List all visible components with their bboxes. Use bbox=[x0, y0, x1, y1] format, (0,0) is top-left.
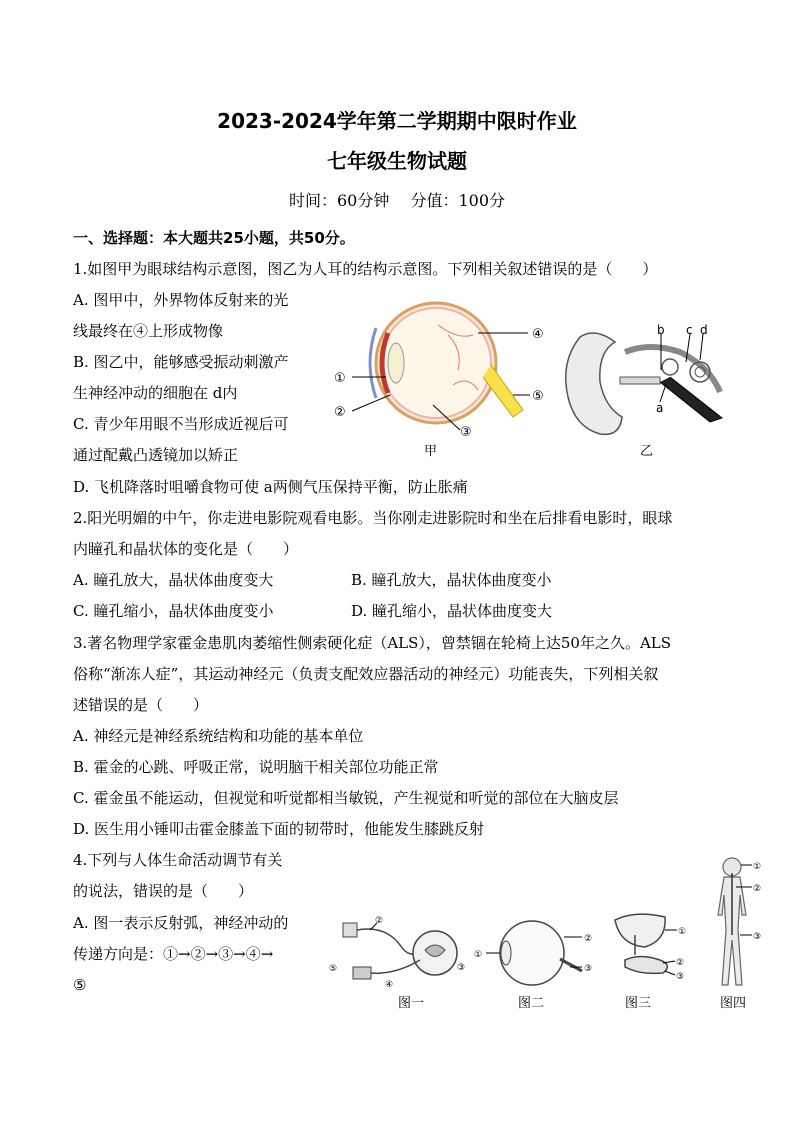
svg-text:③: ③ bbox=[584, 964, 593, 974]
caption-fig1: 图一 bbox=[398, 996, 425, 1011]
ear-label-c: c bbox=[686, 323, 693, 337]
q3-option-b: B. 霍金的心跳、呼吸正常，说明脑干相关部位功能正常 bbox=[73, 758, 439, 776]
q1-option-a-line1: A. 图甲中，外界物体反射来的光 bbox=[73, 291, 289, 309]
nervous-system-diagram bbox=[700, 855, 770, 995]
caption-yi: 乙 bbox=[640, 444, 654, 459]
q4-option-a-line2: 传递方向是：①→②→③→④→ bbox=[73, 945, 274, 963]
svg-text:②: ② bbox=[375, 916, 384, 926]
eye-structure-diagram bbox=[328, 295, 558, 460]
ear-structure-diagram bbox=[560, 322, 730, 442]
eye-label-5: ⑤ bbox=[532, 389, 544, 404]
svg-text:①: ① bbox=[678, 927, 687, 937]
svg-text:⑤: ⑤ bbox=[329, 964, 338, 974]
eye-diagram-small bbox=[472, 915, 597, 990]
caption-fig4: 图四 bbox=[720, 996, 747, 1011]
caption-fig2: 图二 bbox=[518, 996, 545, 1011]
eye-label-1: ① bbox=[334, 371, 346, 386]
q2-option-b: B. 瞳孔放大，晶状体曲度变小 bbox=[351, 571, 552, 589]
q4-option-a-line1: A. 图一表示反射弧，神经冲动的 bbox=[73, 914, 289, 932]
eye-label-3: ③ bbox=[460, 425, 472, 440]
svg-text:①: ① bbox=[753, 862, 762, 872]
q1-option-b-line2: 生神经冲动的细胞在 d内 bbox=[73, 384, 238, 402]
liver-pancreas-diagram bbox=[605, 905, 695, 990]
svg-text:③: ③ bbox=[457, 963, 466, 973]
eye-label-2: ② bbox=[334, 405, 346, 420]
q3-option-d: D. 医生用小锤叩击霍金膝盖下面的韧带时，他能发生膝跳反射 bbox=[73, 820, 485, 838]
exam-meta bbox=[0, 188, 794, 211]
q2-stem-line1: 2.阳光明媚的中午，你走进电影院观看电影。当你刚走进影院时和坐在后排看电影时，眼球 bbox=[73, 509, 673, 527]
eye-label-4: ④ bbox=[532, 327, 544, 342]
q3-stem-line3: 述错误的是（ ） bbox=[73, 696, 209, 714]
q1-option-c-line2: 通过配戴凸透镜加以矫正 bbox=[73, 446, 239, 464]
svg-text:②: ② bbox=[753, 884, 762, 894]
reflex-arc-diagram bbox=[325, 915, 470, 995]
caption-jia: 甲 bbox=[424, 444, 438, 459]
q2-stem-line2: 内瞳孔和晶状体的变化是（ ） bbox=[73, 540, 299, 558]
q4-stem-line1: 4.下列与人体生命活动调节有关 bbox=[73, 851, 283, 869]
exam-score: 分值：100分 bbox=[410, 191, 505, 210]
svg-text:②: ② bbox=[584, 934, 593, 944]
svg-text:④: ④ bbox=[385, 980, 394, 990]
svg-text:③: ③ bbox=[676, 972, 685, 982]
q3-option-c: C. 霍金虽不能运动，但视觉和听觉都相当敏锐，产生视觉和听觉的部位在大脑皮层 bbox=[73, 789, 619, 807]
q2-option-a: A. 瞳孔放大，晶状体曲度变大 bbox=[73, 571, 274, 589]
q1-option-c-line1: C. 青少年用眼不当形成近视后可 bbox=[73, 415, 289, 433]
q3-stem-line2: 俗称“渐冻人症”，其运动神经元（负责支配效应器活动的神经元）功能丧失，下列相关叙 bbox=[73, 665, 659, 683]
q3-option-a: A. 神经元是神经系统结构和功能的基本单位 bbox=[73, 727, 364, 745]
q4-option-a-line3: ⑤ bbox=[73, 976, 87, 994]
q2-option-c: C. 瞳孔缩小，晶状体曲度变小 bbox=[73, 602, 274, 620]
svg-text:②: ② bbox=[676, 958, 685, 968]
exam-subtitle: 七年级生物试题 bbox=[327, 149, 467, 173]
q1-option-a-line2: 线最终在④上形成物像 bbox=[73, 322, 224, 340]
ear-label-b: b bbox=[657, 323, 665, 337]
caption-fig3: 图三 bbox=[625, 996, 652, 1011]
q2-option-d: D. 瞳孔缩小，晶状体曲度变大 bbox=[351, 602, 553, 620]
section-heading: 一、选择题：本大题共25小题，共50分。 bbox=[73, 229, 355, 247]
exam-time: 时间：60分钟 bbox=[288, 191, 390, 210]
ear-label-d: d bbox=[700, 323, 708, 337]
q1-option-d: D. 飞机降落时咀嚼食物可使 a两侧气压保持平衡，防止胀痛 bbox=[73, 478, 468, 496]
q3-stem-line1: 3.著名物理学家霍金患肌肉萎缩性侧索硬化症（ALS），曾禁锢在轮椅上达50年之久。ALS bbox=[73, 634, 672, 652]
exam-title: 2023-2024学年第二学期期中限时作业 bbox=[217, 109, 577, 133]
svg-text:③: ③ bbox=[753, 932, 762, 942]
q4-stem-line2: 的说法，错误的是（ ） bbox=[73, 882, 254, 900]
ear-label-a: a bbox=[656, 401, 664, 415]
svg-text:①: ① bbox=[474, 950, 483, 960]
q1-option-b-line1: B. 图乙中，能够感受振动刺激产 bbox=[73, 353, 289, 371]
q1-stem: 1.如图甲为眼球结构示意图，图乙为人耳的结构示意图。下列相关叙述错误的是（ ） bbox=[73, 260, 658, 278]
